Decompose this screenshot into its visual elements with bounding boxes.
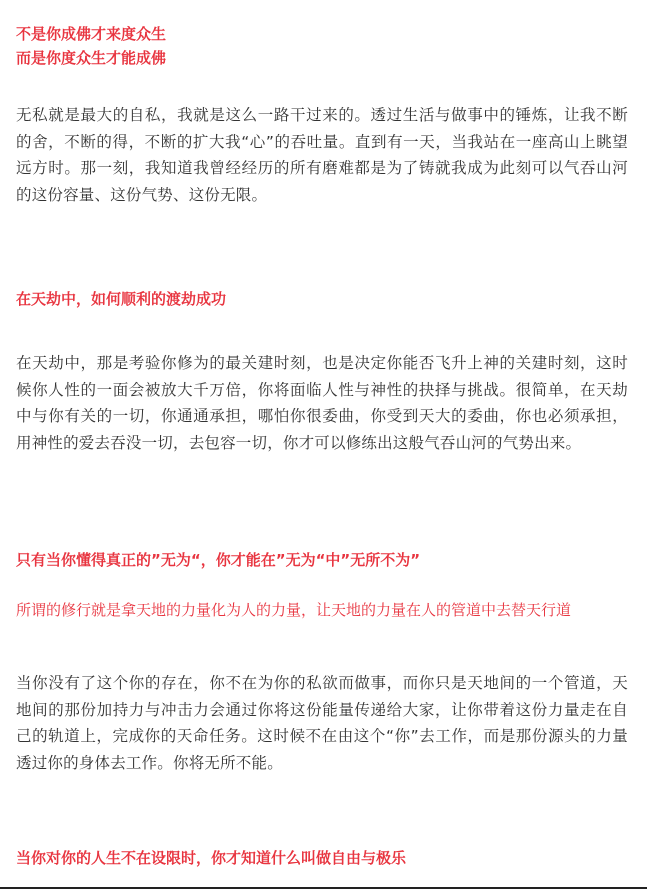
heading-freedom: 当你对你的人生不在设限时，你才知道什么叫做自由与极乐 (16, 849, 407, 867)
heading-wuwei: 只有当你懂得真正的”无为“，你才能在”无为“中”无所不为” (16, 551, 421, 569)
heading-buddha-line1: 不是你成佛才来度众生 (16, 25, 167, 43)
paragraph-tribulation: 在天劫中，那是考验你修为的最关建时刻，也是决定你能否飞升上神的关建时刻，这时候你人性的一面会被放大千万倍，你将面临人性与神性的抉择与挑战。很简单，在天劫中与你有关的一切，你通通承担，哪怕你很委曲，你受到天大的委曲，你也必须承担，用神性的爱去吞没一切，去包容一切，你才可以修练出这般气吞山河的气势出来。 (16, 354, 628, 452)
paragraph-channel: 当你没有了这个你的存在，你不在为你的私欲而做事，而你只是天地间的一个管道，天地间的那份加持力与冲击力会通过你将这份能量传递给大家，让你带着这份力量走在自己的轨道上，完成你的天命任务。这时候不在由这个“你”去工作，而是那份源头的力量透过你的身体去工作。你将无所不能。 (16, 674, 628, 772)
heading-buddha-line2: 而是你度众生才能成佛 (16, 49, 167, 67)
heading-tribulation: 在天劫中，如何顺利的渡劫成功 (16, 290, 227, 308)
paragraph-selflessness: 无私就是最大的自私，我就是这么一路干过来的。透过生活与做事中的锤炼，让我不断的舍，不断的得，不断的扩大我“心”的吞吐量。直到有一天，当我站在一座高山上眺望远方时。那一刻，我知道我曾经经历的所有磨难都是为了铸就我成为此刻可以气吞山河的这份容量、这份气势、这份无限。 (16, 106, 628, 204)
heading-buddha (16, 22, 628, 70)
red-paragraph-cultivation: 所谓的修行就是拿天地的力量化为人的力量，让天地的力量在人的管道中去替天行道 (16, 601, 572, 619)
